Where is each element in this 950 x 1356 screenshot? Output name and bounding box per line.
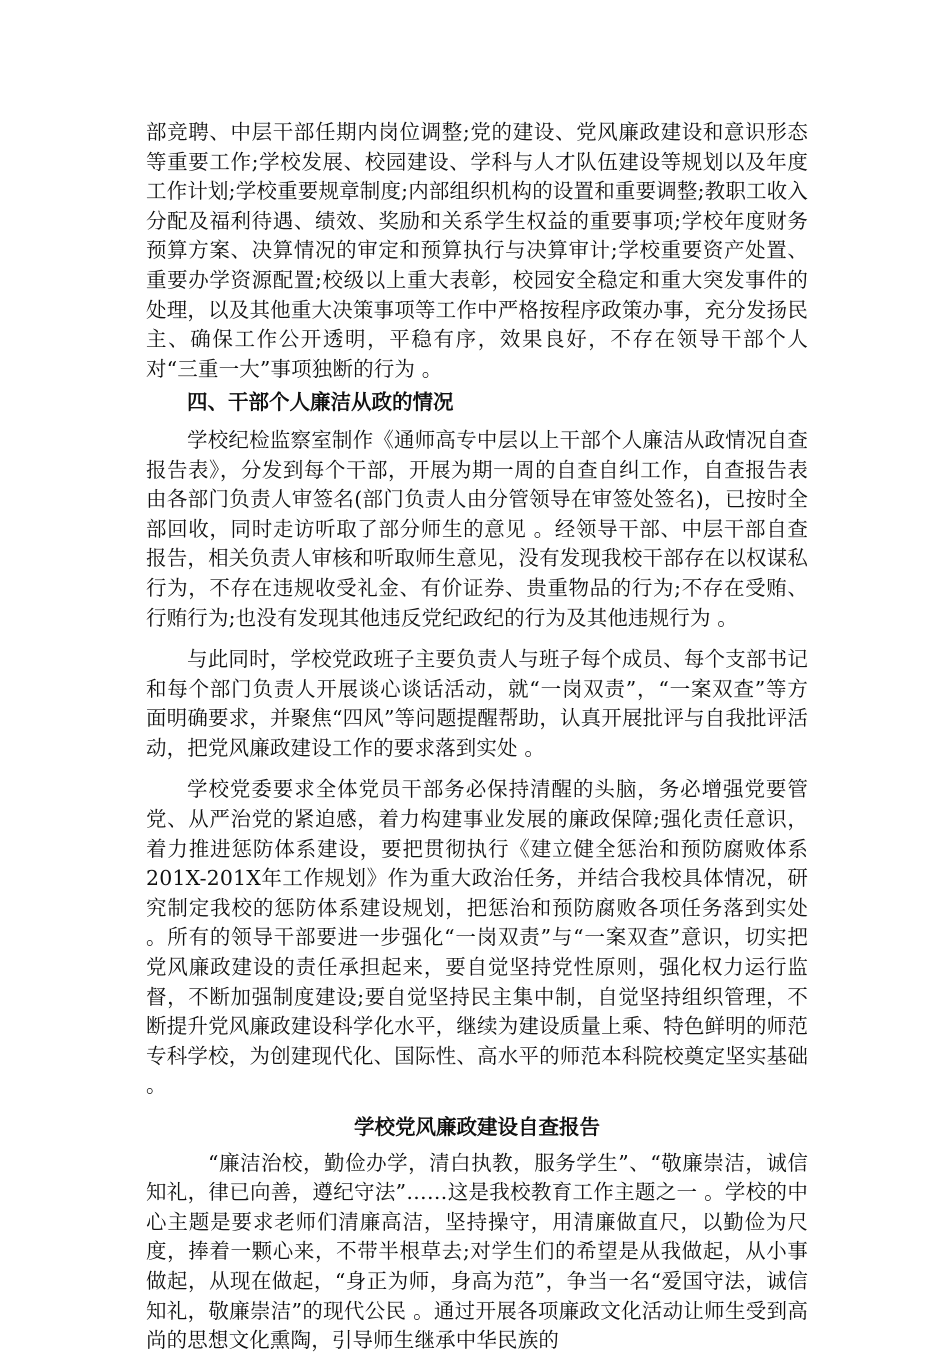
body-paragraph: 部竞聘、中层干部任期内岗位调整;党的建设、党风廉政建设和意识形态等重要工作;学校发展、校园建设、学科与人才队伍建设等规划以及年度工作计划;学校重要规章制度;内部组织机构的设置和重要调整;教职工收入分配及福利待遇、绩效、奖励和关系学生权益的重要事项;学校年度财务预算方案、决算情况的审定和预算执行与决算审计;学校重要资产处置、重要办学资源配置;校级以上重大表彰，校园安全稳定和重大突发事件的处理，以及其他重大决策事项等工作中严格按程序政策办事，充分发扬民主、确保工作公开透明，平稳有序，效果良好，不存在领导干部个人对“三重一大”事项独断的行为 。 xyxy=(146,120,808,381)
document-page xyxy=(146,118,808,1356)
body-paragraph: 学校纪检监察室制作《通师高专中层以上干部个人廉洁从政情况自查报告表》，分发到每个干部，开展为期一周的自查自纠工作，自查报告表由各部门负责人审签名(部门负责人由分管领导在审签处签名)，已按时全部回收，同时走访听取了部分师生的意见 。经领导干部、中层干部自查报告，相关负责人审核和听取师生意见，没有发现我校干部存在以权谋私行为，不存在违规收受礼金、有价证券、贵重物品的行为;不存在受贿、行贿行为;也没有发现其他违反党纪政纪的行为及其他违规行为 。 xyxy=(146,427,808,630)
body-paragraph: 学校党委要求全体党员干部务必保持清醒的头脑，务必增强党要管党、从严治党的紧迫感，着力构建事业发展的廉政保障;强化责任意识，着力推进惩防体系建设，要把贯彻执行《建立健全惩治和预防腐败体系201X-201X年工作规划》作为重大政治任务，并结合我校具体情况，研究制定我校的惩防体系建设规划，把惩治和预防腐败各项任务落到实处 。所有的领导干部要进一步强化“一岗双责”与“一案双查”意识，切实把党风廉政建设的责任承担起来，要自觉坚持党性原则，强化权力运行监督，不断加强制度建设;要自觉坚持民主集中制，自觉坚持组织管理，不断提升党风廉政建设科学化水平，继续为建设质量上乘、特色鲜明的师范专科学校，为创建现代化、国际性、高水平的师范本科院校奠定坚实基础 。 xyxy=(146,777,808,1098)
report-title: 学校党风廉政建设自查报告 xyxy=(354,1115,600,1139)
body-paragraph: 与此同时，学校党政班子主要负责人与班子每个成员、每个支部书记和每个部门负责人开展谈心谈话活动，就“一岗双责”，“一案双查”等方面明确要求，并聚焦“四风”等问题提醒帮助，认真开展批评与自我批评活动，把党风廉政建设工作的要求落到实处 。 xyxy=(146,647,808,760)
body-paragraph: “廉洁治校，勤俭办学，清白执教，服务学生”、“敬廉崇洁，诚信知礼，律已向善，遵纪守法”……这是我校教育工作主题之一 。学校的中心主题是要求老师们清廉高洁，坚持操守，用清廉做直尺，以勤俭为尺度，捧着一颗心来，不带半根草去;对学生们的希望是从我做起，从小事做起，从现在做起，“身正为师，身高为范”，争当一名“爱国守法，诚信知礼，敬廉崇洁”的现代公民 。通过开展各项廉政文化活动让师生受到高尚的思想文化熏陶，引导师生继承中华民族的 xyxy=(146,1150,808,1353)
section-heading: 四、干部个人廉洁从政的情况 xyxy=(187,390,454,415)
